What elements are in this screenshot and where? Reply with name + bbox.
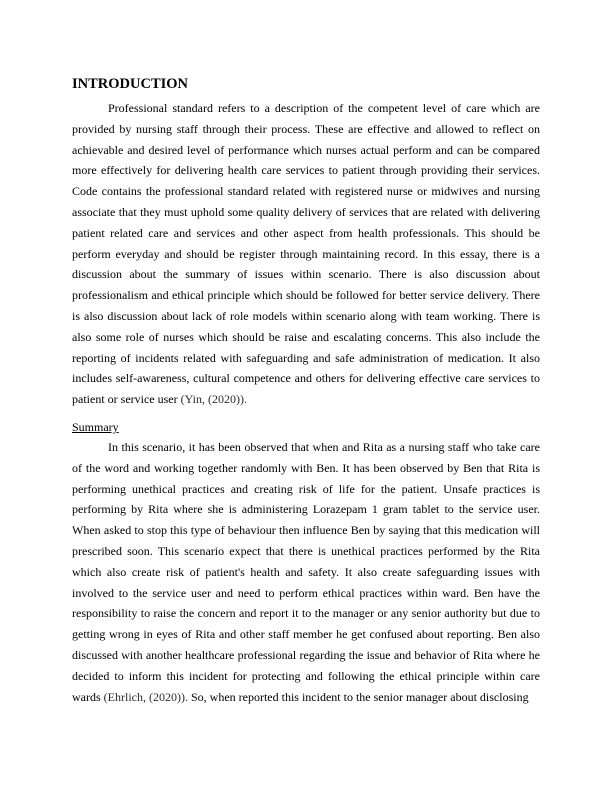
introduction-text: Professional standard refers to a description of the competent level of care which are provided by nursing staff through their process. These are effective and allowed to reflect on achievable and desired level of performance which nurses actual perform and can be compared more effectively for delivering health care services to patient through providing their services. Code contains the professional standard related with registered nurse or midwives and nursing associate that they must uphold some quality delivery of services that are related with delivering patient related care and services and other aspect from health professionals. This should be perform everyday and should be register through maintaining record. In this essay, there is a discussion about the summary of issues within scenario. There is also discussion about professionalism and ethical principle which should be followed for better service delivery. There is also discussion about lack of role models within scenario along with team working. There is also some role of nurses which should be raise and escalating concerns. This also include the reporting of incidents related with safeguarding and safe administration of medication. It also includes self-awareness, cultural competence and others for delivering effective care services to patient or service user (72, 101, 540, 407)
introduction-citation: (Yin, (2020)). (180, 392, 247, 407)
summary-tail: So, when reported this incident to the senior manager about disclosing (187, 689, 529, 704)
summary-citation: (Ehrlich, (2020)). (103, 689, 188, 704)
summary-paragraph (72, 437, 540, 707)
section-heading-introduction: INTRODUCTION (72, 76, 189, 92)
introduction-paragraph (72, 98, 540, 410)
section-heading-summary: Summary (72, 419, 119, 434)
document-page (72, 74, 540, 707)
summary-text: In this scenario, it has been observed that when and Rita as a nursing staff who take care of the word and working together randomly with Ben. It has been observed by Ben that Rita is performing unethical practices and creating risk of life for the patient. Unsafe practices is performing by Rita where she is administering Lorazepam 1 gram tablet to the service user. When asked to stop this type of behaviour then influence Ben by saying that this medication will prescribed soon. This scenario expect that there is unethical practices performed by the Rita which also create risk of patient's health and safety. It also create safeguarding issues with involved to the service user and need to perform ethical practices within ward. Ben have the responsibility to raise the concern and report it to the manager or any senior authority but due to getting wrong in eyes of Rita and other staff member he get confused about reporting. Ben also discussed with another healthcare professional regarding the issue and behavior of Rita where he decided to inform this incident for protecting and following the ethical principle within care wards (72, 439, 540, 704)
